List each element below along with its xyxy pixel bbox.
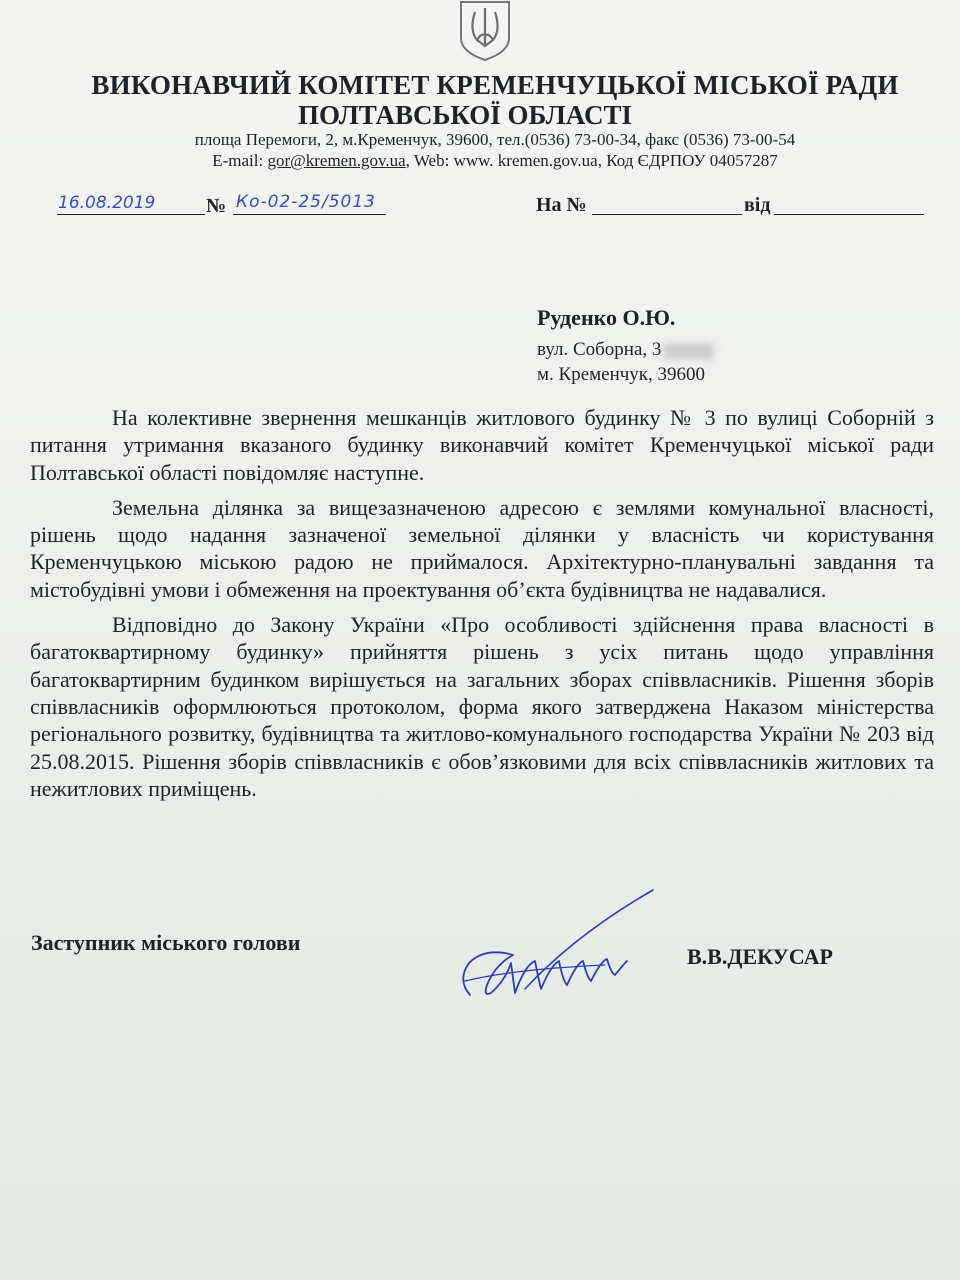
outgoing-number: Ко-02-25/5013: [236, 192, 376, 212]
organization-contacts: [15, 151, 960, 171]
reply-date-underline: [774, 214, 924, 215]
email-link[interactable]: gor@kremen.gov.ua: [267, 151, 406, 170]
body-paragraph-2: Земельна ділянка за вищезазначеною адресою є землями комунальної власності, рішень щодо надання зазначеної земельної ділянки у власність чи користування Кременчуцькою міською радою не приймалося. Архітектурно-планувальні завдання та містобудівні умови і обмеження на проектування об’єкта будівництва не надавалися.: [30, 494, 934, 602]
from-label: від: [744, 194, 771, 216]
recipient-block: [537, 305, 714, 387]
organization-name-line2: ПОЛТАВСЬКОЇ ОБЛАСТІ: [298, 100, 632, 130]
organization-address: площа Перемоги, 2, м.Кременчук, 39600, тел.(0536) 73-00-34, факс (0536) 73-00-54: [194, 130, 796, 149]
signer-title: Заступник міського голови: [31, 930, 301, 955]
number-underline: [233, 214, 386, 215]
date-underline: [57, 214, 205, 215]
body-paragraph-3: Відповідно до Закону України «Про особливості здійснення права власності в багатоквартирному будинку» прийняття рішень з усіх питань щодо управління багатоквартирним будинком вирішується на загальних зборах співвласників. Рішення зборів співвласників оформлюються протоколом, форма якого затверджена Наказом міністерства регіонального розвитку, будівництва та житлово-комунального господарства України № 203 від 25.08.2015. Рішення зборів співвласників є обов’язковими для всіх співвласників житлових та нежитлових приміщень.: [30, 612, 934, 801]
signer-name: В.В.ДЕКУСАР: [687, 944, 833, 969]
recipient-name: Руденко О.Ю.: [537, 305, 676, 330]
organization-name-line1: ВИКОНАВЧИЙ КОМІТЕТ КРЕМЕНЧУЦЬКОЇ МІСЬКОЇ РАДИ: [91, 70, 899, 100]
reply-to-label: На №: [536, 194, 587, 216]
body-paragraph-1: На колективне звернення мешканців житлового будинку № 3 по вулиці Соборній з питання утримання вказаного будинку виконавчий комітет Кременчуцької міської ради Полтавської області повідомляє наступне.: [30, 405, 934, 485]
reply-number-underline: [592, 214, 742, 215]
recipient-street: [537, 337, 714, 362]
redacted-blur: [664, 343, 714, 359]
handwritten-signature: [455, 885, 670, 1015]
letter-body: [30, 404, 934, 810]
recipient-city: м. Кременчук, 39600: [537, 364, 706, 385]
trident-coat-of-arms-icon: [454, 0, 516, 62]
number-sign: №: [206, 195, 227, 217]
email-label: E-mail:: [212, 151, 268, 170]
outgoing-date: 16.08.2019: [58, 193, 156, 213]
web-and-code: , Web: www. kremen.gov.ua, Код ЄДРПОУ 04057287: [405, 151, 778, 170]
recipient-street-text: вул. Соборна, 3: [537, 339, 662, 360]
